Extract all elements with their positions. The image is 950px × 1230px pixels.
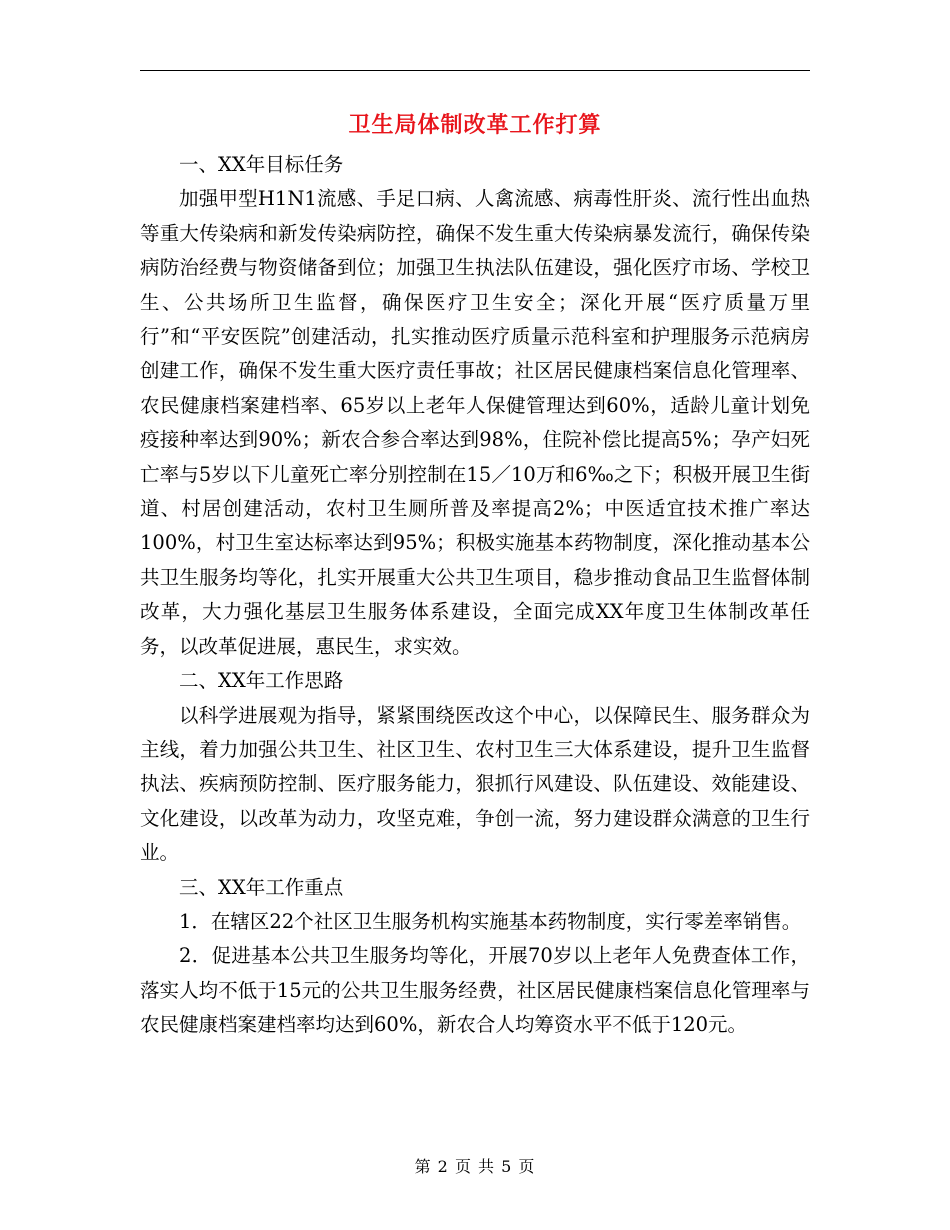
list-item-2: 2．促进基本公共卫生服务均等化，开展70岁以上老年人免费查体工作，落实人均不低于15元的公共卫生服务经费，社区居民健康档案信息化管理率与农民健康档案建档率均达到60%，新农合人均筹资水平不低于120元。 <box>140 944 810 1037</box>
page-footer: 第 2 页 共 5 页 <box>414 1157 536 1176</box>
document-body <box>140 148 810 1043</box>
paragraph-goals: 加强甲型H1N1流感、手足口病、人禽流感、病毒性肝炎、流行性出血热等重大传染病和新发传染病防控，确保不发生重大传染病暴发流行，确保传染病防治经费与物资储备到位；加强卫生执法队伍建设，强化医疗市场、学校卫生、公共场所卫生监督，确保医疗卫生安全；深化开展“医疗质量万里行”和“平安医院”创建活动，扎实推动医疗质量示范科室和护理服务示范病房创建工作，确保不发生重大医疗责任事故；社区居民健康档案信息化管理率、农民健康档案建档率、65岁以上老年人保健管理达到60%，适龄儿童计划免疫接种率达到90%；新农合参合率达到98%，住院补偿比提高5%；孕产妇死亡率与5岁以下儿童死亡率分别控制在15／10万和6‰之下；积极开展卫生街道、村居创建活动，农村卫生厕所普及率提高2%；中医适宜技术推广率达100%，村卫生室达标率达到95%；积极实施基本药物制度，深化推动基本公共卫生服务均等化，扎实开展重大公共卫生项目，稳步推动食品卫生监督体制改革，大力强化基层卫生服务体系建设，全面完成XX年度卫生体制改革任务，以改革促进展，惠民生，求实效。 <box>140 187 810 658</box>
document-title: 卫生局体制改革工作打算 <box>348 112 602 138</box>
section-heading-2: 二、XX年工作思路 <box>179 669 344 693</box>
list-item-1: 1．在辖区22个社区卫生服务机构实施基本药物制度，实行零差率销售。 <box>179 909 802 933</box>
header-rule <box>140 70 810 71</box>
section-heading-1: 一、XX年目标任务 <box>179 153 344 176</box>
paragraph-approach: 以科学进展观为指导，紧紧围绕医改这个中心，以保障民生、服务群众为主线，着力加强公共卫生、社区卫生、农村卫生三大体系建设，提升卫生监督执法、疾病预防控制、医疗服务能力，狠抓行风建设、队伍建设、效能建设、文化建设，以改革为动力，攻坚克难，争创一流，努力建设群众满意的卫生行业。 <box>140 703 810 865</box>
section-heading-3: 三、XX年工作重点 <box>179 875 344 899</box>
